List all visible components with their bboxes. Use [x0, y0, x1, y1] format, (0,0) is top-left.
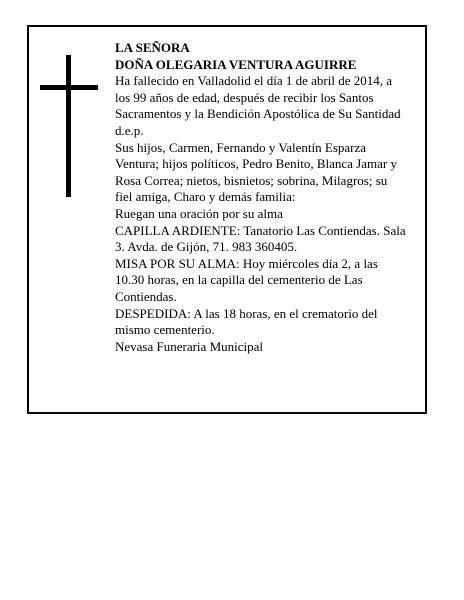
mass-info: MISA POR SU ALMA: Hoy miércoles día 2, a las 10.30 horas, en la capilla del cementerio de Las Contiendas.: [115, 255, 378, 304]
notice-text-block: [115, 40, 407, 355]
funeral-home: Nevasa Funeraria Municipal: [115, 338, 264, 354]
farewell-info: DESPEDIDA: A las 18 horas, en el crematorio del mismo cementerio.: [115, 305, 378, 338]
family-list: Sus hijos, Carmen, Fernando y Valentín Esparza Ventura; hijos políticos, Pedro Benito, Blanca Jamar y Rosa Correa; nietos, bisnietos; sobrina, Milagros; su fiel amiga, Charo y demás familia:: [115, 139, 397, 205]
cross-horizontal-bar: [40, 85, 98, 90]
prayer-request: Ruegan una oración por su alma: [115, 205, 283, 221]
deceased-name: DOÑA OLEGARIA VENTURA AGUIRRE: [115, 56, 357, 72]
notice-heading: LA SEÑORA: [115, 40, 190, 55]
funeral-chapel-info: CAPILLA ARDIENTE: Tanatorio Las Contiendas. Sala 3. Avda. de Gijón, 71. 983 360405.: [115, 222, 406, 255]
obituary-notice: [27, 25, 427, 414]
cross-vertical-bar: [66, 55, 71, 197]
latin-cross-icon: [40, 55, 98, 197]
death-announcement: Ha fallecido en Valladolid el día 1 de abril de 2014, a los 99 años de edad, después de recibir los Santos Sacramentos y la Bendición Apostólica de Su Santidad d.e.p.: [115, 73, 401, 138]
